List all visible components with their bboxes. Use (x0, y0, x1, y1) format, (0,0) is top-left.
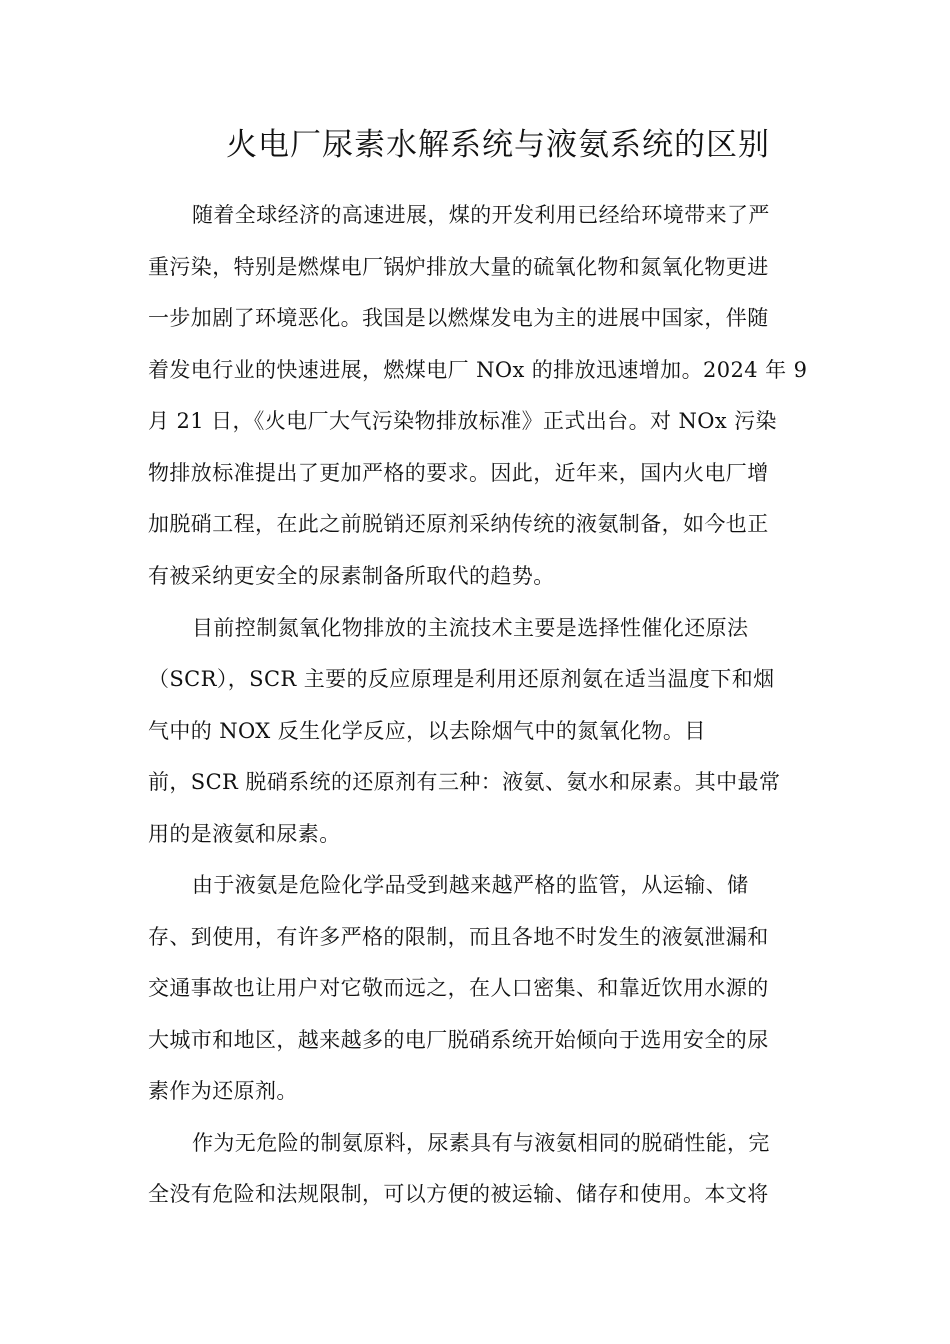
paragraph-4-line-2: 全没有危险和法规限制，可以方便的被运输、储存和使用。本文将 (148, 1182, 769, 1206)
paragraph-2-line-4: 前，SCR 脱硝系统的还原剂有三种：液氨、氨水和尿素。其中最常 (148, 770, 781, 794)
paragraph-3-line-3: 交通事故也让用户对它敬而远之，在人口密集、和靠近饮用水源的 (148, 976, 769, 1000)
paragraph-1-line-7: 加脱硝工程，在此之前脱销还原剂采纳传统的液氨制备，如今也正 (148, 512, 769, 536)
paragraph-1-line-3: 一步加剧了环境恶化。我国是以燃煤发电为主的进展中国家，伴随 (148, 306, 769, 330)
paragraph-2-line-5: 用的是液氨和尿素。 (148, 822, 341, 846)
paragraph-2-line-1: 目前控制氮氧化物排放的主流技术主要是选择性催化还原法 (192, 616, 749, 640)
paragraph-2-line-2: （SCR），SCR 主要的反应原理是利用还原剂氨在适当温度下和烟 (148, 667, 775, 691)
paragraph-3-line-1: 由于液氨是危险化学品受到越来越严格的监管，从运输、储 (192, 873, 749, 897)
paragraph-4-line-1: 作为无危险的制氨原料，尿素具有与液氨相同的脱硝性能，完 (192, 1131, 770, 1155)
paragraph-1-line-1: 随着全球经济的高速进展，煤的开发利用已经给环境带来了严 (192, 203, 770, 227)
paragraph-1-line-6: 物排放标准提出了更加严格的要求。因此，近年来，国内火电厂增 (148, 461, 769, 485)
paragraph-1-line-2: 重污染，特别是燃煤电厂锅炉排放大量的硫氧化物和氮氧化物更进 (148, 255, 769, 279)
document-title: 火电厂尿素水解系统与液氨系统的区别 (226, 127, 770, 163)
paragraph-1-line-4: 着发电行业的快速进展，燃煤电厂 NOx 的排放迅速增加。2024 年 9 (148, 358, 808, 382)
paragraph-3-line-4: 大城市和地区，越来越多的电厂脱硝系统开始倾向于选用安全的尿 (148, 1028, 769, 1052)
paragraph-3-line-5: 素作为还原剂。 (148, 1079, 298, 1103)
paragraph-2-line-3: 气中的 NOX 反生化学反应，以去除烟气中的氮氧化物。目 (148, 719, 706, 743)
paragraph-1-line-5: 月 21 日，《火电厂大气污染物排放标准》正式出台。对 NOx 污染 (148, 409, 777, 433)
paragraph-3-line-2: 存、到使用，有许多严格的限制，而且各地不时发生的液氨泄漏和 (148, 925, 769, 949)
paragraph-1-line-8: 有被采纳更安全的尿素制备所取代的趋势。 (148, 564, 555, 588)
